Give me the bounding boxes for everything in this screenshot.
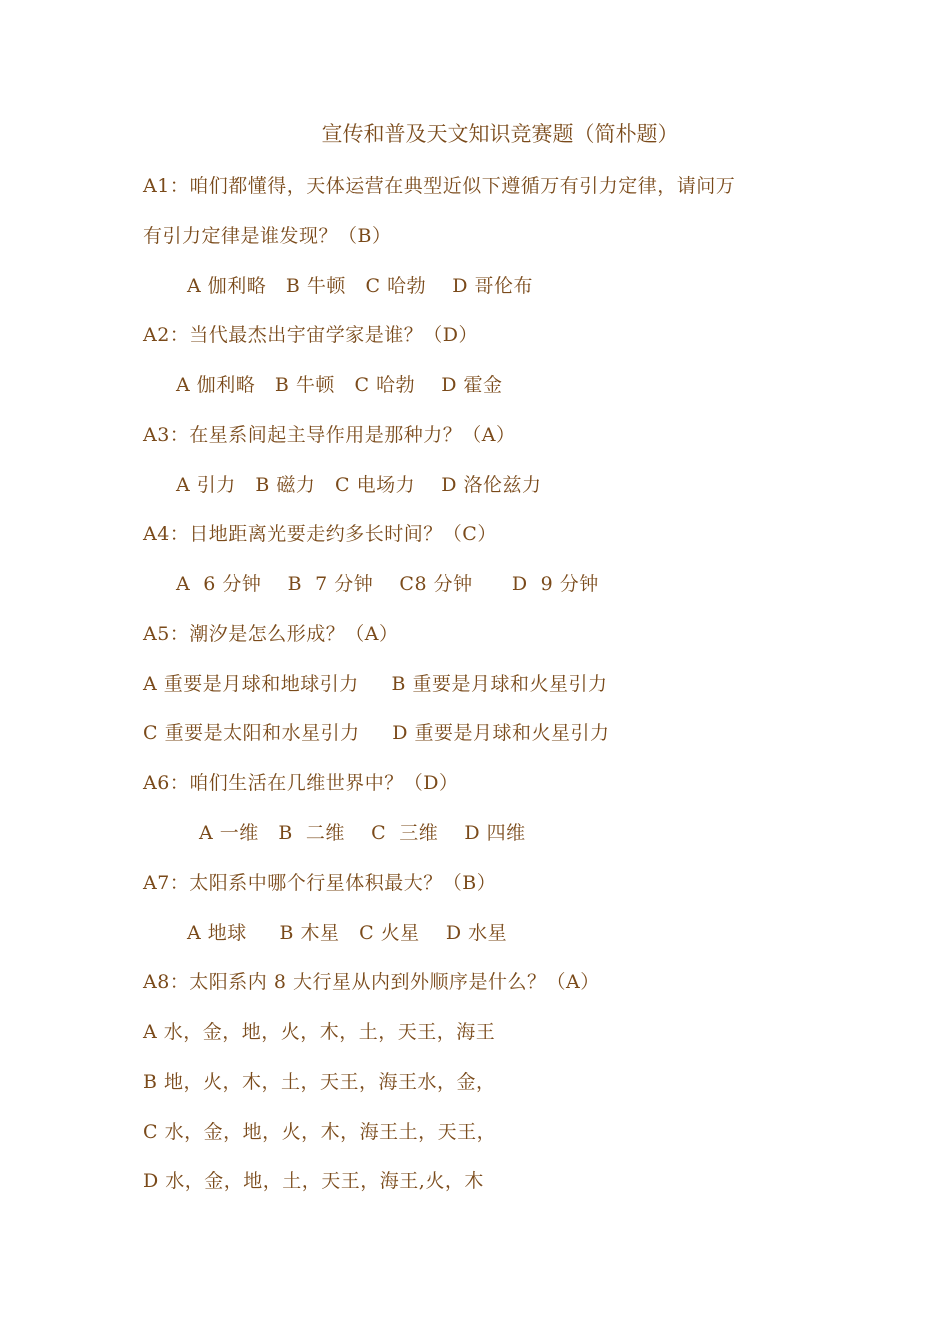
question-a8-option-c: C 水，金，地，火，木，海王土，天王， — [143, 1121, 497, 1143]
question-a2: A2：当代最杰出宇宙学家是谁？（D） — [143, 324, 479, 346]
document-title: 宣传和普及天文知识竞赛题（简朴题） — [321, 122, 679, 146]
question-a1-line2: 有引力定律是谁发现？（B） — [143, 225, 392, 247]
question-a8-option-d: D 水，金，地，土，天王，海王,火，木 — [143, 1170, 484, 1192]
question-a5: A5：潮汐是怎么形成？（A） — [143, 623, 399, 645]
question-a1-line1: A1：咱们都懂得，天体运营在典型近似下遵循万有引力定律，请问万 — [143, 175, 736, 197]
question-a8: A8：太阳系内 8 大行星从内到外顺序是什么？（A） — [143, 971, 600, 993]
question-a8-option-a: A 水，金，地，火，木，土，天王，海王 — [143, 1021, 496, 1043]
question-a6-options: A 一维 B 二维 C 三维 D 四维 — [199, 822, 526, 844]
question-a8-option-b: B 地，火，木，土，天王，海王水，金， — [143, 1071, 496, 1093]
question-a2-options: A 伽利略 B 牛顿 C 哈勃 D 霍金 — [176, 374, 503, 396]
question-a6: A6：咱们生活在几维世界中？（D） — [143, 772, 459, 794]
question-a5-options-ab: A 重要是月球和地球引力 B 重要是月球和火星引力 — [143, 673, 608, 695]
question-a7: A7：太阳系中哪个行星体积最大？（B） — [143, 872, 497, 894]
question-a5-options-cd: C 重要是太阳和水星引力 D 重要是月球和火星引力 — [143, 722, 610, 744]
question-a7-options: A 地球 B 木星 C 火星 D 水星 — [187, 922, 508, 944]
question-a4: A4：日地距离光要走约多长时间？（C） — [143, 523, 497, 545]
question-a1-options: A 伽利略 B 牛顿 C 哈勃 D 哥伦布 — [187, 275, 534, 297]
question-a3: A3：在星系间起主导作用是那种力？（A） — [143, 424, 516, 446]
question-a4-options: A 6 分钟 B 7 分钟 C8 分钟 D 9 分钟 — [176, 573, 599, 595]
question-a3-options: A 引力 B 磁力 C 电场力 D 洛伦兹力 — [176, 474, 542, 496]
